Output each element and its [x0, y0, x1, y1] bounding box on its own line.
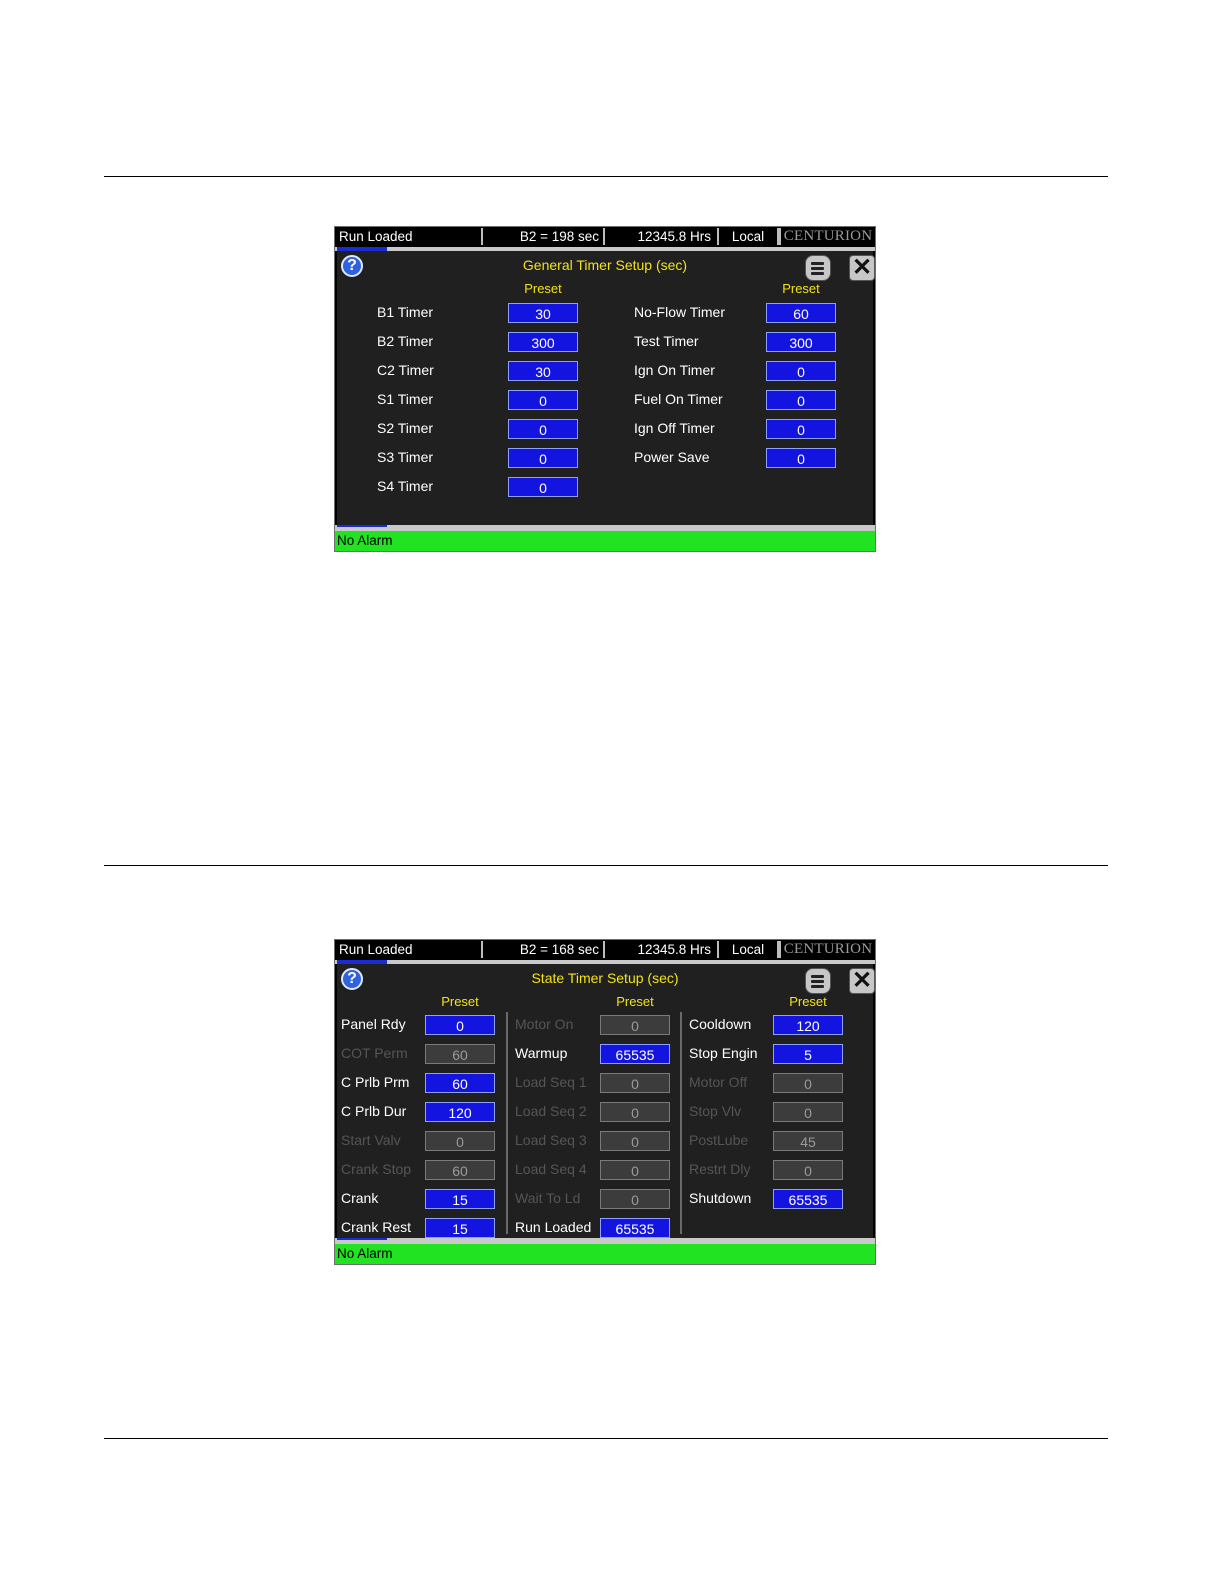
timer-value-field[interactable]: 300 — [766, 332, 836, 352]
timer-value-field[interactable]: 30 — [508, 303, 578, 323]
status-bar — [335, 227, 875, 247]
timer-label: Warmup — [515, 1045, 568, 1061]
timer-label: Panel Rdy — [341, 1016, 406, 1032]
timer-value-field[interactable]: 0 — [766, 390, 836, 410]
timer-value-field: 0 — [600, 1073, 670, 1093]
timer-label: Start Valv — [341, 1132, 401, 1148]
timer-value-field[interactable]: 15 — [425, 1218, 495, 1238]
timer-label: Load Seq 3 — [515, 1132, 587, 1148]
timer-value-field[interactable]: 60 — [766, 303, 836, 323]
status-bar — [335, 940, 875, 960]
timer-value-field: 0 — [425, 1131, 495, 1151]
menu-button[interactable] — [805, 255, 831, 281]
timer-value-field: 60 — [425, 1044, 495, 1064]
timer-label: Ign On Timer — [634, 362, 715, 378]
menu-button[interactable] — [805, 968, 831, 994]
timer-value-field[interactable]: 120 — [425, 1102, 495, 1122]
timer-label: S1 Timer — [377, 391, 434, 407]
timer-label: S4 Timer — [377, 478, 434, 494]
timer-label: Run Loaded — [515, 1219, 592, 1235]
centurion-logo: CENTURION — [779, 941, 875, 958]
preset-header-right: Preset — [782, 281, 820, 296]
timer-value-field[interactable]: 65535 — [600, 1218, 670, 1238]
timer-label: Load Seq 2 — [515, 1103, 587, 1119]
timer-label: Stop Engin — [689, 1045, 758, 1061]
help-icon[interactable]: ? — [341, 968, 363, 990]
close-button[interactable] — [849, 255, 875, 281]
timer-label: C Prlb Dur — [341, 1103, 407, 1119]
timer-value-field: 0 — [600, 1131, 670, 1151]
status-timer: B2 = 198 sec — [483, 228, 605, 245]
timer-value-field[interactable]: 0 — [508, 448, 578, 468]
close-icon: ✕ — [851, 254, 873, 281]
timer-label: Wait To Ld — [515, 1190, 581, 1206]
timer-value-field[interactable]: 0 — [766, 419, 836, 439]
timer-value-field[interactable]: 120 — [773, 1015, 843, 1035]
timer-value-field: 0 — [773, 1102, 843, 1122]
preset-header-col2: Preset — [616, 994, 654, 1009]
timer-label: Fuel On Timer — [634, 391, 723, 407]
column-divider — [680, 1012, 682, 1234]
status-hours: 12345.8 Hrs — [605, 228, 719, 245]
timer-value-field[interactable]: 0 — [766, 448, 836, 468]
timer-value-field[interactable]: 0 — [508, 477, 578, 497]
timer-label: S3 Timer — [377, 449, 434, 465]
timer-panel — [337, 251, 873, 525]
column-divider — [506, 1012, 508, 1234]
status-state: Run Loaded — [339, 941, 483, 958]
alarm-bar: No Alarm — [335, 1244, 875, 1264]
timer-label: Stop Vlv — [689, 1103, 742, 1119]
status-timer: B2 = 168 sec — [483, 941, 605, 958]
timer-value-field[interactable]: 0 — [508, 390, 578, 410]
timer-label: B2 Timer — [377, 333, 434, 349]
status-state: Run Loaded — [339, 228, 483, 245]
timer-value-field: 0 — [600, 1160, 670, 1180]
timer-label: Power Save — [634, 449, 710, 465]
timer-value-field: 0 — [600, 1189, 670, 1209]
timer-value-field[interactable]: 300 — [508, 332, 578, 352]
timer-value-field[interactable]: 15 — [425, 1189, 495, 1209]
close-button[interactable] — [849, 968, 875, 994]
timer-label: Crank Stop — [341, 1161, 412, 1177]
close-icon: ✕ — [851, 967, 873, 994]
timer-value-field[interactable]: 0 — [425, 1015, 495, 1035]
page-title: General Timer Setup (sec) — [522, 257, 688, 273]
timer-value-field: 0 — [600, 1015, 670, 1035]
middle-rule — [104, 865, 1108, 866]
alarm-bar: No Alarm — [335, 531, 875, 551]
timer-label: Cooldown — [689, 1016, 752, 1032]
timer-label: No-Flow Timer — [634, 304, 726, 320]
timer-value-field[interactable]: 30 — [508, 361, 578, 381]
timer-label: S2 Timer — [377, 420, 434, 436]
timer-label: C2 Timer — [377, 362, 434, 378]
bottom-rule — [104, 1438, 1108, 1439]
status-hours: 12345.8 Hrs — [605, 941, 719, 958]
status-mode: Local — [719, 941, 779, 958]
timer-label: Motor On — [515, 1016, 574, 1032]
timer-label: Motor Off — [689, 1074, 748, 1090]
timer-label: Load Seq 1 — [515, 1074, 587, 1090]
timer-label: Crank Rest — [341, 1219, 412, 1235]
timer-value-field: 0 — [773, 1160, 843, 1180]
timer-value-field: 0 — [600, 1102, 670, 1122]
page-title: State Timer Setup (sec) — [531, 970, 679, 986]
timer-label: Test Timer — [634, 333, 699, 349]
timer-value-field: 0 — [773, 1073, 843, 1093]
timer-panel — [337, 964, 873, 1238]
timer-label: Restrt Dly — [689, 1161, 751, 1177]
timer-label: PostLube — [689, 1132, 749, 1148]
timer-value-field[interactable]: 65535 — [600, 1044, 670, 1064]
timer-label: Load Seq 4 — [515, 1161, 587, 1177]
timer-label: B1 Timer — [377, 304, 434, 320]
timer-value-field[interactable]: 60 — [425, 1073, 495, 1093]
timer-label: COT Perm — [341, 1045, 408, 1061]
timer-label: C Prlb Prm — [341, 1074, 410, 1090]
timer-value-field[interactable]: 0 — [508, 419, 578, 439]
centurion-logo: CENTURION — [779, 228, 875, 245]
preset-header-col3: Preset — [789, 994, 827, 1009]
timer-value-field: 45 — [773, 1131, 843, 1151]
preset-header-col1: Preset — [441, 994, 479, 1009]
general-timer-setup-screen — [334, 226, 876, 552]
timer-value-field: 60 — [425, 1160, 495, 1180]
timer-label: Ign Off Timer — [634, 420, 715, 436]
status-mode: Local — [719, 228, 779, 245]
top-rule — [104, 176, 1108, 177]
preset-header-left: Preset — [524, 281, 562, 296]
timer-value-field[interactable]: 65535 — [773, 1189, 843, 1209]
help-icon[interactable]: ? — [341, 255, 363, 277]
timer-label: Crank — [341, 1190, 379, 1206]
state-timer-setup-screen — [334, 939, 876, 1265]
timer-value-field[interactable]: 0 — [766, 361, 836, 381]
timer-value-field[interactable]: 5 — [773, 1044, 843, 1064]
timer-label: Shutdown — [689, 1190, 752, 1206]
